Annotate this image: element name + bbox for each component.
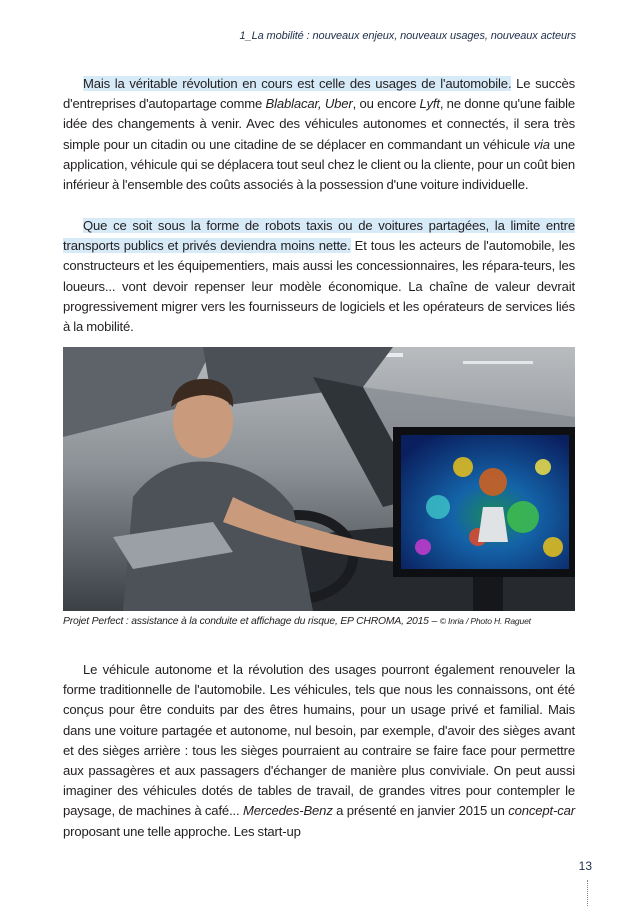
paragraph-text: Le véhicule autonome et la révolution des usages pourront également renouveler la forme traditionnelle de l'automobile. Les véhicules, tels que nous les connaissons, ont été conçus pour être conduits par des êtres humains, pour un usage privé et familial. Mais dans une voiture partagée et autonome, nul besoin, par exemple, d'avoir des sièges avant et des sièges arrière : tous les sièges pourraient au contraire se faire face pour permettre aux passagères et aux passagers d'échanger de manière plus conviviale. On peut aussi imaginer des véhicules dotés de tables de travail, de grandes vitres pour contempler le paysage, de machines à café... [63, 662, 575, 819]
paragraph-text: proposant une telle approche. Les start-up [63, 823, 301, 839]
paragraph-vehicle-design [63, 660, 575, 842]
brand-name: Mercedes-Benz [242, 803, 333, 819]
figure-caption [63, 616, 583, 627]
brand-names: Blablacar, Uber [265, 96, 353, 112]
italic-term: concept-car [508, 803, 575, 819]
decorative-dotted-line [587, 880, 588, 906]
photo-driving-assistance [63, 347, 575, 611]
paragraph-text: a présenté en janvier 2015 un [332, 803, 509, 819]
running-header: 1_La mobilité : nouveaux enjeux, nouveaux usages, nouveaux acteurs [239, 30, 576, 42]
paragraph-text: , ou encore [352, 96, 420, 112]
page-number: 13 [578, 859, 592, 873]
caption-text: Projet Perfect : assistance à la conduite et affichage du risque, EP CHROMA, 2015 – [63, 616, 440, 627]
paragraph-text: , ne donne qu'une faible idée des changements à venir. Avec des véhicules autonomes et connectés, il sera très simple pour un citadin ou une citadine de se déplacer en commandant un véhicule [63, 96, 575, 152]
highlighted-sentence: Que ce soit sous la forme de robots taxis ou de voitures partagées, la limite entre transports publics et privés deviendra moins nette. [63, 218, 575, 254]
paragraph-usage-revolution [63, 74, 575, 195]
paragraph-value-chain [63, 216, 575, 337]
photo-credit: © Inria / Photo H. Raguet [439, 616, 531, 626]
italic-word: via [533, 136, 550, 152]
paragraph-text: une application, véhicule qui se déplacera tout seul chez le client ou la cliente, pour un coût bien inférieur à l'ensemble des coûts associés à la possession d'une voiture individuelle. [63, 136, 575, 193]
paragraph-text: Le succès d'entreprises d'autopartage comme [63, 76, 575, 112]
photo-illustration [63, 347, 575, 611]
paragraph-text: Et tous les acteurs de l'automobile, les constructeurs et les équipementiers, mais aussi les concessionnaires, les répara-teurs, les loueurs... vont devoir repenser leur modèle économique. La chaîne de valeur devrait progressivement migrer vers les fournisseurs de logiciels et les opérateurs de services liés à la mobilité. [63, 238, 575, 335]
highlighted-sentence: Mais la véritable révolution en cours est celle des usages de l'automobile. [83, 76, 512, 91]
brand-name: Lyft [419, 96, 440, 112]
